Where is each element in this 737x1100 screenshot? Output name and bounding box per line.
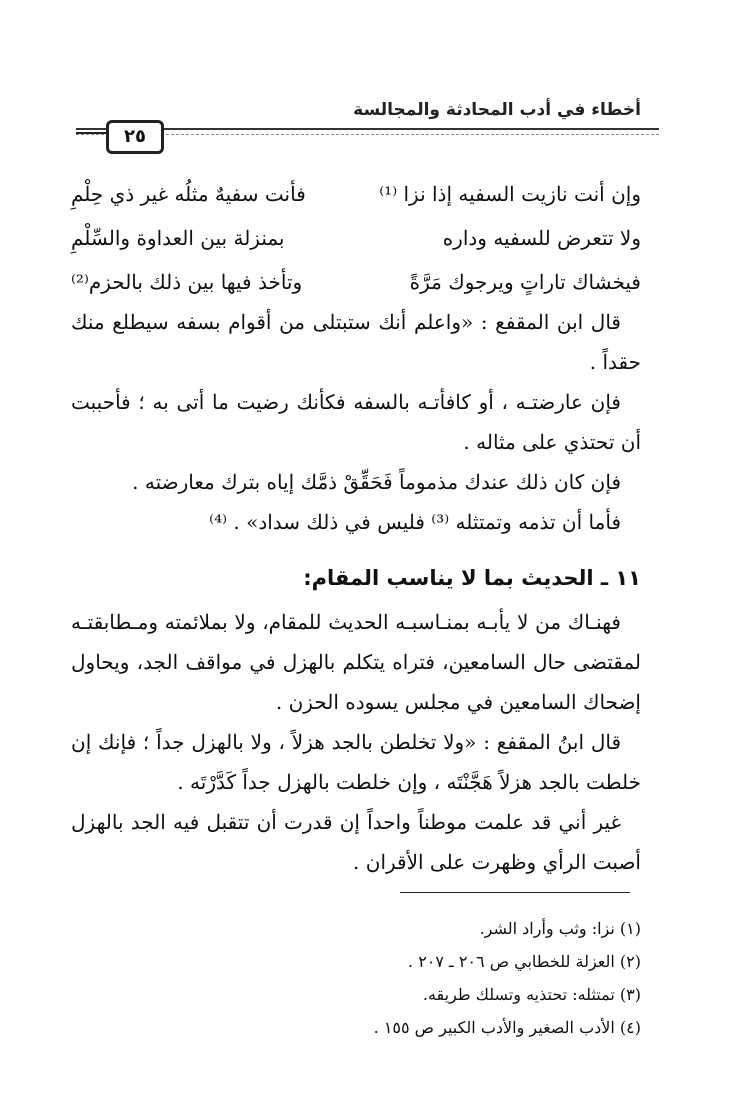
paragraph: غير أني قد علمت موطناً واحداً إن قدرت أن تتقبل فيه الجد بالهزل أصبت الرأي وظهرت على الأقران .	[71, 810, 641, 874]
paragraph: فهنـاك من لا يأبـه بمنـاسبـه الحديث للمقام، ولا بملائمته ومـطابقتـه لمقتضى حال السامعين، فتراه يتكلم بالهزل في مواقف الجد، ويحاول إضحاك السامعين في مجلس يسوده الحزن .	[71, 610, 641, 714]
paragraph: قال ابن المقفع : «واعلم أنك ستبتلى من أقوام بسفه سيطلع منك حقداً .	[71, 310, 641, 374]
footnotes	[71, 912, 641, 1044]
poem-verse	[71, 172, 641, 216]
section-heading: ١١ ـ الحديث بما لا يناسب المقام:	[303, 566, 641, 590]
text-block-quote	[71, 302, 641, 542]
poem-verse	[71, 216, 641, 260]
verse-first-hemistich: فيخشاك تاراتٍ ويرجوك مَرَّةً	[409, 270, 641, 294]
poem-verse	[71, 260, 641, 304]
book-title: أخطاء في أدب المحادثة والمجالسة	[353, 100, 641, 120]
page-number: ٢٥	[106, 120, 164, 154]
footnote: (١) نزا: وثب وأراد الشر.	[479, 919, 641, 938]
paragraph: فإن كان ذلك عندك مذموماً فَحَقِّقْ ذمَّك إياه بترك معارضته .	[132, 470, 621, 494]
verse-first-hemistich: وإن أنت نازيت السفيه إذا نزا ⁽¹⁾	[379, 182, 641, 206]
page-number-line	[76, 132, 106, 134]
verse-second-hemistich: بمنزلة بين العداوة والسِّلْمِ	[71, 226, 285, 250]
paragraph: فإن عارضتـه ، أو كافأتـه بالسفه فكأنك رضيت ما أتى به ؛ فأحببت أن تحتذي على مثاله .	[71, 390, 641, 454]
footnote-separator	[400, 892, 630, 893]
verse-second-hemistich: وتأخذ فيها بين ذلك بالحزم⁽²⁾	[71, 270, 303, 294]
text-block-section	[71, 602, 641, 882]
poem	[71, 172, 641, 304]
verse-second-hemistich: فأنت سفيهٌ مثلُه غير ذي حِلْمِ	[71, 182, 306, 206]
verse-first-hemistich: ولا تتعرض للسفيه وداره	[442, 226, 641, 250]
footnote: (٢) العزلة للخطابي ص ٢٠٦ ـ ٢٠٧ .	[408, 952, 641, 971]
paragraph: فأما أن تذمه وتمتثله ⁽³⁾ فليس في ذلك سداد» . ⁽⁴⁾	[209, 510, 621, 534]
footnote: (٣) تمتثله: تحتذيه وتسلك طريقه.	[422, 985, 641, 1004]
paragraph: قال ابنُ المقفع : «ولا تخلطن بالجد هزلاً ، ولا بالهزل جداً ؛ فإنك إن خلطت بالجد هزلاً هَجَّنْتَه ، وإن خلطت بالهزل جداً كَدَّرْتَه .	[71, 730, 641, 794]
footnote: (٤) الأدب الصغير والأدب الكبير ص ١٥٥ .	[373, 1018, 641, 1037]
